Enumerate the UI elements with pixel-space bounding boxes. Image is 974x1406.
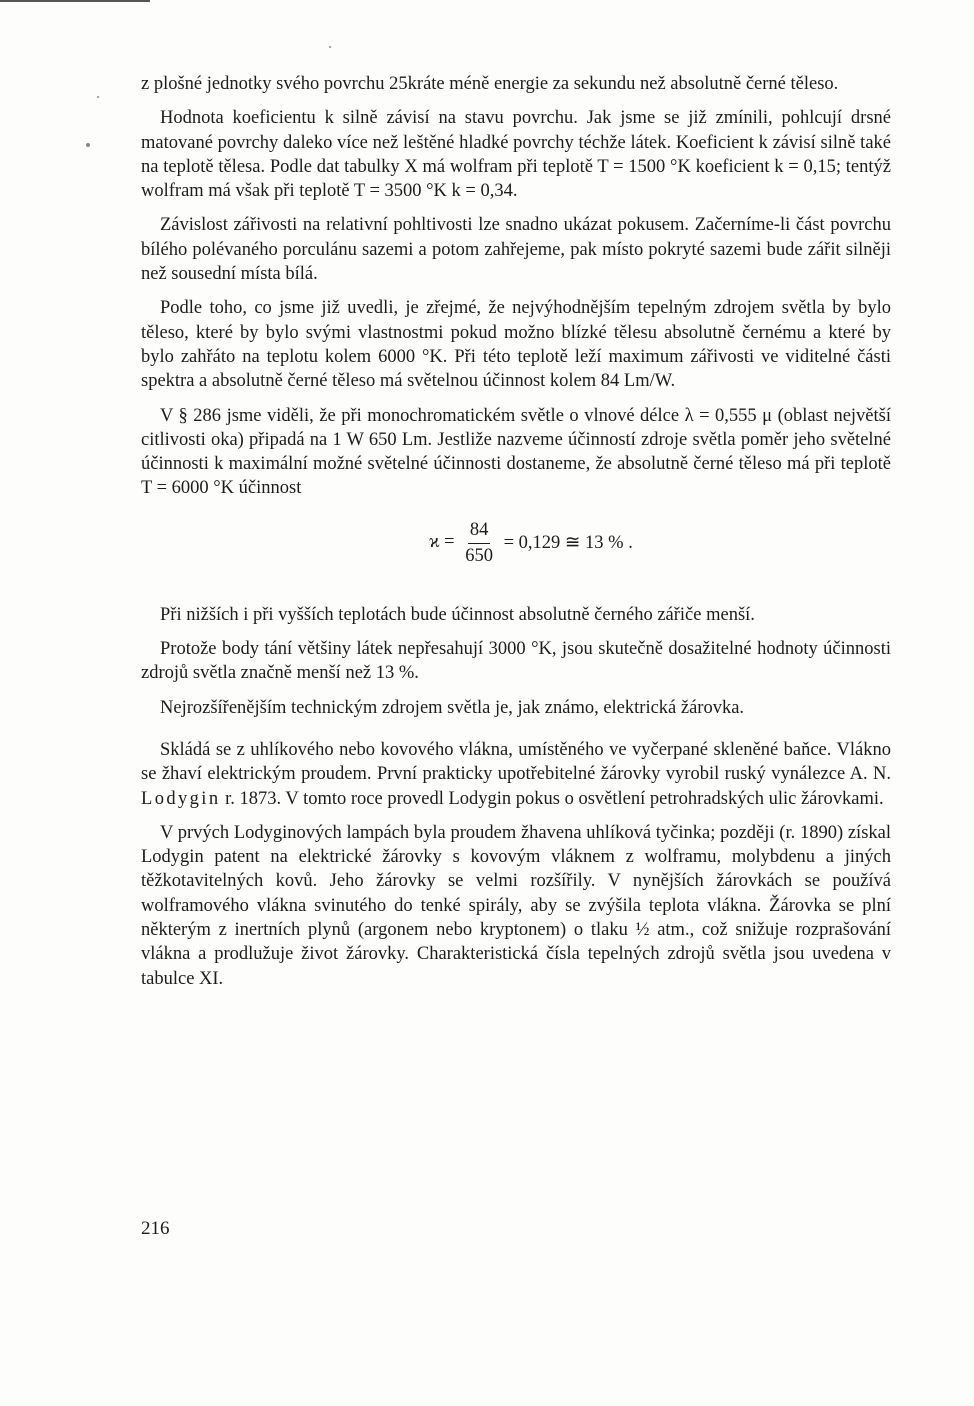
scan-speck [86, 143, 90, 147]
paragraph-monochromatic-efficiency: V § 286 jsme viděli, že při monochromatickém světle o vlnové délce λ = 0,555 μ (oblast největší citlivosti oka) připadá na 1 W 650 Lm. Jestliže nazveme účinností zdroje světla poměr jeho světelné účinnosti k maximální možné světelné účinnosti dostaneme, že absolutně černé těleso má při teplotě T = 6000 °K účinnost [141, 405, 891, 499]
lodygin-text-part2: r. 1873. V tomto roce provedl Lodygin pokus o osvětlení petrohradských ulic žárovkami. [220, 788, 884, 809]
equation-numerator: 84 [468, 519, 491, 544]
scan-speck [329, 46, 331, 48]
equation-lhs: ϰ = [429, 532, 460, 553]
efficiency-equation [141, 511, 891, 575]
paragraph-light-bulb-intro: Nejrozšířenějším technickým zdrojem světla je, jak známo, elektrická žárovka. [160, 697, 745, 718]
paragraph-light-bulb-construction [141, 738, 891, 811]
equation-rhs: = 0,129 ≅ 13 % . [498, 532, 633, 553]
paragraph-continuation: z plošné jednotky svého povrchu 25kráte méně energie za sekundu než absolutně černé těleso. [141, 74, 839, 94]
top-rule [0, 0, 150, 2]
lodygin-text-part1: Skládá se z uhlíkového nebo kovového vlákna, umístěného ve vyčerpané skleněné baňce. Vlákno se žhaví elektrickým proudem. První prakticky upotřebitelné žárovky vyrobil ruský vynálezce A. N. [141, 739, 891, 785]
page-body [141, 72, 891, 1001]
paragraph-ideal-source: Podle toho, co jsme již uvedli, je zřejmé, že nejvýhodnějším tepelným zdrojem světla by bylo těleso, které by bylo svými vlastnostmi pokud možno blízké tělesu absolutně černému a které by bylo zahřáto na teplotu kolem 6000 °K. Při této teplotě leží maximum zářivosti ve viditelné části spektra a absolutně černé těleso má světelnou účinnost kolem 84 Lm/W. [141, 298, 891, 392]
equation-fraction [465, 519, 493, 567]
scan-speck [97, 96, 99, 98]
page-number: 216 [141, 1218, 170, 1239]
paragraph-melting-points: Protože body tání většiny látek nepřesahují 3000 °K, jsou skutečně dosažitelné hodnoty účinnosti zdrojů světla značně menší než 13 %. [141, 639, 891, 684]
paragraph-lodygin-lamps: V prvých Lodyginových lampách byla proudem žhavena uhlíková tyčinka; později (r. 1890) získal Lodygin patent na elektrické žárovky s kovovým vláknem z wolframu, molybdenu a jiných těžkotavitelných kovů. Jeho žárovky se velmi rozšířily. V nynějších žárovkách se používá wolframového vlákna svinutého do tenké spirály, aby se zvýšila teplota vlákna. Žárovka se plní některým z inertních plynů (argonem nebo kryptonem) o tlaku ½ atm., což snižuje rozprašování vlákna a prodlužuje život žárovky. Charakteristická čísla tepelných zdrojů světla jsou uvedena v tabulce XI. [141, 822, 891, 989]
lodygin-name-spaced: Lodygin [141, 788, 221, 809]
equation-denominator: 650 [465, 545, 493, 566]
paragraph-absorptivity-experiment: Závislost zářivosti na relativní pohltivosti lze snadno ukázat pokusem. Začerníme-li část povrchu bílého polévaného porculánu sazemi a potom zahřejeme, pak místo pokryté sazemi bude zářit silněji než sousední místa bílá. [141, 215, 891, 285]
paragraph-coefficient-k: Hodnota koeficientu k silně závisí na stavu povrchu. Jak jsme se již zmínili, pohlcují drsné matované povrchy daleko více než leštěné hladké povrchy téchže látek. Koeficient k závisí silně také na teplotě tělesa. Podle dat tabulky X má wolfram při teplotě T = 1500 °K koeficient k = 0,15; tentýž wolfram má však při teplotě T = 3500 °K k = 0,34. [141, 108, 891, 202]
paragraph-lower-efficiency: Při nižších i při vyšších teplotách bude účinnost absolutně černého zářiče menší. [160, 604, 755, 625]
